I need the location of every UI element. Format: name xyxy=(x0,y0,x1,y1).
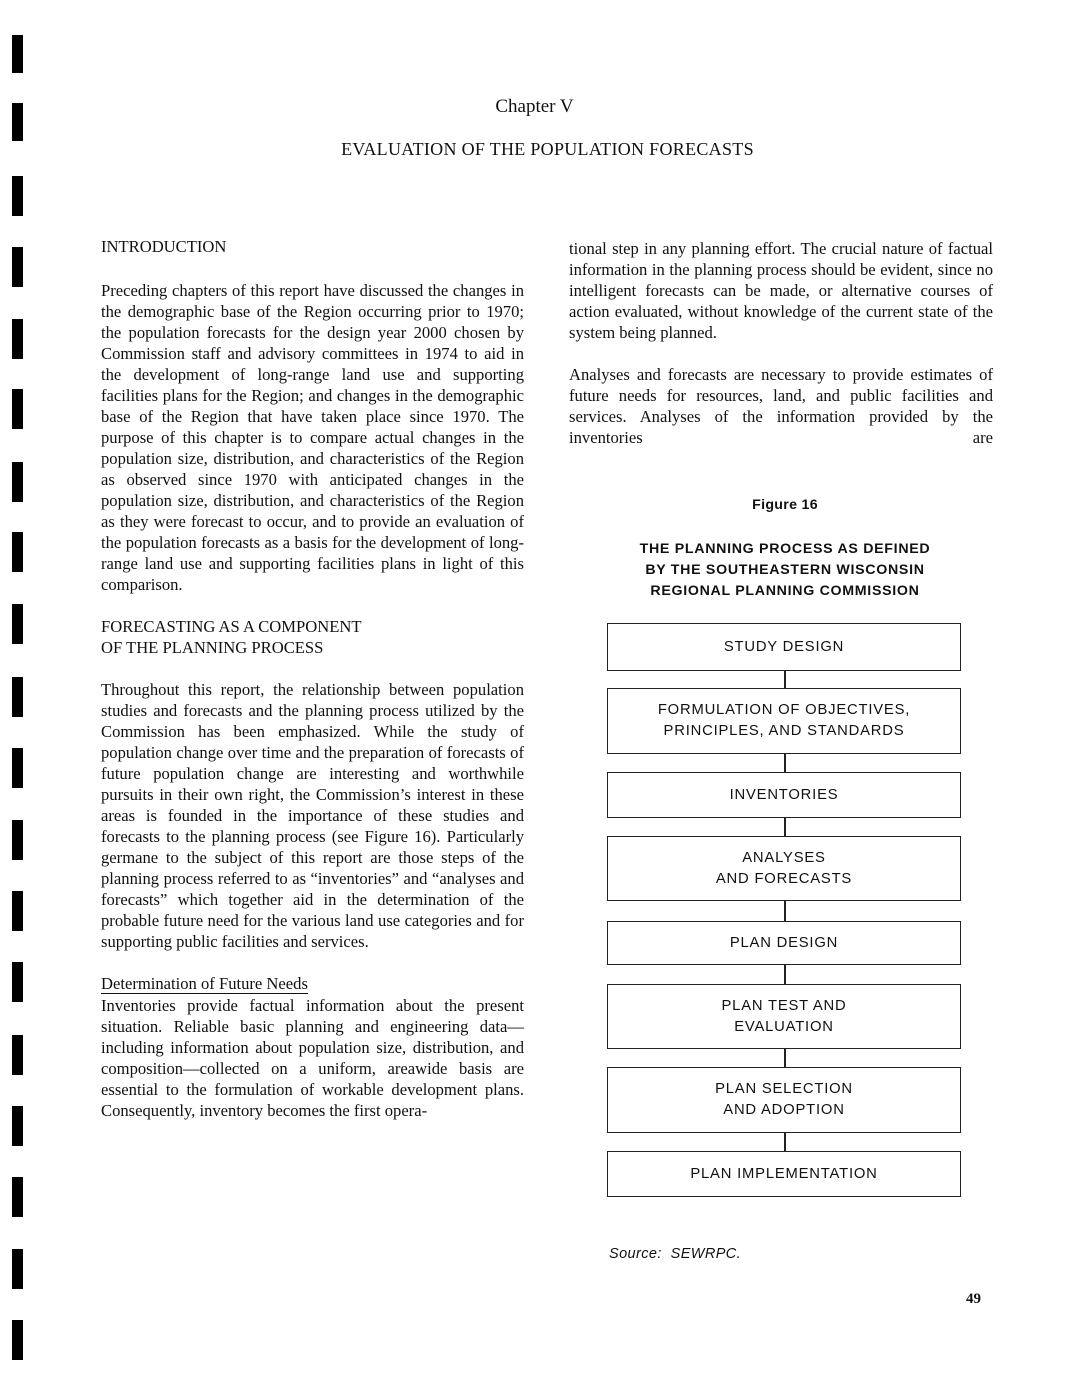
planning-process-flowchart xyxy=(603,623,967,1198)
figure-title-line1: THE PLANNING PROCESS AS DEFINED xyxy=(639,541,931,557)
step-label: PLAN DESIGN xyxy=(729,934,839,951)
binding-mark xyxy=(12,1177,23,1217)
step-label: INVENTORIES xyxy=(729,786,839,803)
step-label xyxy=(716,848,852,890)
page-number: 49 xyxy=(966,1291,981,1307)
figure-title xyxy=(603,539,967,602)
flow-connector xyxy=(784,818,786,836)
figure-16 xyxy=(603,497,967,1182)
step-plan-selection-and-adoption xyxy=(607,1067,961,1133)
flow-connector xyxy=(784,671,786,688)
step-label-line1: ANALYSES xyxy=(742,849,826,866)
step-label-line2: AND FORECASTS xyxy=(715,870,853,887)
forecasting-heading xyxy=(101,616,524,658)
binding-mark xyxy=(12,677,23,717)
step-inventories xyxy=(607,772,961,818)
step-label xyxy=(658,700,910,742)
figure-title-line2: BY THE SOUTHEASTERN WISCONSIN xyxy=(645,562,925,578)
binding-mark xyxy=(12,35,23,73)
flow-connector xyxy=(784,754,786,772)
figure-source: Source: SEWRPC. xyxy=(609,1246,742,1262)
binding-mark xyxy=(12,891,23,931)
chapter-label: Chapter V xyxy=(495,96,574,117)
binding-mark xyxy=(12,1035,23,1075)
introduction-paragraph: Preceding chapters of this report have discussed the changes in the demographic base of the Region occurring prior to 1970; the population forecasts for the design year 2000 chosen by Commission staff and advisory committees in 1974 to aid in the development of long-range land use and supporting facilities plans for the Region; and changes in the demographic base of the Region that have taken place since 1970. The purpose of this chapter is to compare actual changes in the population size, distribution, and characteristics of the Region as observed since 1970 with anticipated changes in the population size, distribution, and characteristics of the Region as they were forecast to occur, and to provide an evaluation of the population forecasts as a basis for the development of long-range land use and supporting facilities plans in light of this comparison. xyxy=(101,281,524,594)
future-needs-subheading: Determination of Future Needs xyxy=(101,974,308,993)
step-plan-design xyxy=(607,921,961,965)
binding-mark xyxy=(12,962,23,1002)
left-column xyxy=(101,236,524,1121)
figure-number: Figure 16 xyxy=(752,497,818,513)
forecasting-heading-line1: FORECASTING AS A COMPONENT xyxy=(101,617,362,636)
step-study-design xyxy=(607,623,961,671)
step-label-line1: FORMULATION OF OBJECTIVES, xyxy=(657,702,911,718)
step-label-line1: PLAN SELECTION xyxy=(715,1081,853,1097)
step-label: STUDY DESIGN xyxy=(723,638,845,655)
step-label: PLAN IMPLEMENTATION xyxy=(690,1165,878,1182)
step-label xyxy=(722,996,847,1038)
right-column xyxy=(569,238,993,448)
analyses-paragraph: Analyses and forecasts are necessary to provide estimates of future needs for resources, land, and public facilities and services. Analyses of the information provided by the inventories are xyxy=(569,365,993,447)
binding-marks xyxy=(8,0,28,1380)
step-plan-implementation xyxy=(607,1151,961,1197)
continuation-paragraph: tional step in any planning effort. The crucial nature of factual information in the planning process should be evident, since no intelligent forecasts can be made, or alternative courses of action evaluated, without knowledge of the current state of the system being planned. xyxy=(569,239,993,342)
step-label-line1: PLAN TEST AND xyxy=(721,997,847,1014)
flow-connector xyxy=(784,1049,786,1067)
flow-connector xyxy=(784,1133,786,1151)
binding-mark xyxy=(12,319,23,359)
step-label xyxy=(715,1079,853,1121)
binding-mark xyxy=(12,820,23,860)
chapter-title: EVALUATION OF THE POPULATION FORECASTS xyxy=(341,139,754,159)
step-label-line2: EVALUATION xyxy=(734,1018,834,1035)
binding-mark xyxy=(12,1106,23,1146)
step-plan-test-and-evaluation xyxy=(607,984,961,1049)
figure-title-line3: REGIONAL PLANNING COMMISSION xyxy=(650,583,920,599)
step-label-line2: AND ADOPTION xyxy=(723,1102,845,1118)
step-formulation-of-objectives xyxy=(607,688,961,754)
forecasting-heading-line2: OF THE PLANNING PROCESS xyxy=(101,638,324,657)
binding-mark xyxy=(12,462,23,502)
introduction-heading: INTRODUCTION xyxy=(101,237,227,256)
binding-mark xyxy=(12,1320,23,1360)
binding-mark xyxy=(12,532,23,572)
binding-mark xyxy=(12,389,23,429)
flow-connector xyxy=(784,901,786,921)
binding-mark xyxy=(12,176,23,216)
step-analyses-and-forecasts xyxy=(607,836,961,901)
step-label-line2: PRINCIPLES, AND STANDARDS xyxy=(663,723,905,739)
binding-mark xyxy=(12,247,23,287)
flow-connector xyxy=(784,965,786,984)
binding-mark xyxy=(12,604,23,644)
future-needs-paragraph: Inventories provide factual information about the present situation. Reliable basic planning and engineering data—including information about population size, distribution, and composition—collected on a uniform, areawide basis are essential to the formulation of workable development plans. Consequently, inventory becomes the first opera- xyxy=(101,996,524,1120)
forecasting-paragraph: Throughout this report, the relationship between population studies and forecasts and the planning process utilized by the Commission has been emphasized. While the study of population change over time and the preparation of forecasts of future population change are interesting and worthwhile pursuits in their own right, the Commission’s interest in these areas is founded in the importance of these studies and forecasts to the planning process (see Figure 16). Particularly germane to the subject of this report are those steps of the planning process referred to as “inventories” and “analyses and forecasts” which together aid in the determination of the probable future need for the various land use categories and for supporting public facilities and services. xyxy=(101,680,524,951)
binding-mark xyxy=(12,1249,23,1289)
binding-mark xyxy=(12,748,23,788)
